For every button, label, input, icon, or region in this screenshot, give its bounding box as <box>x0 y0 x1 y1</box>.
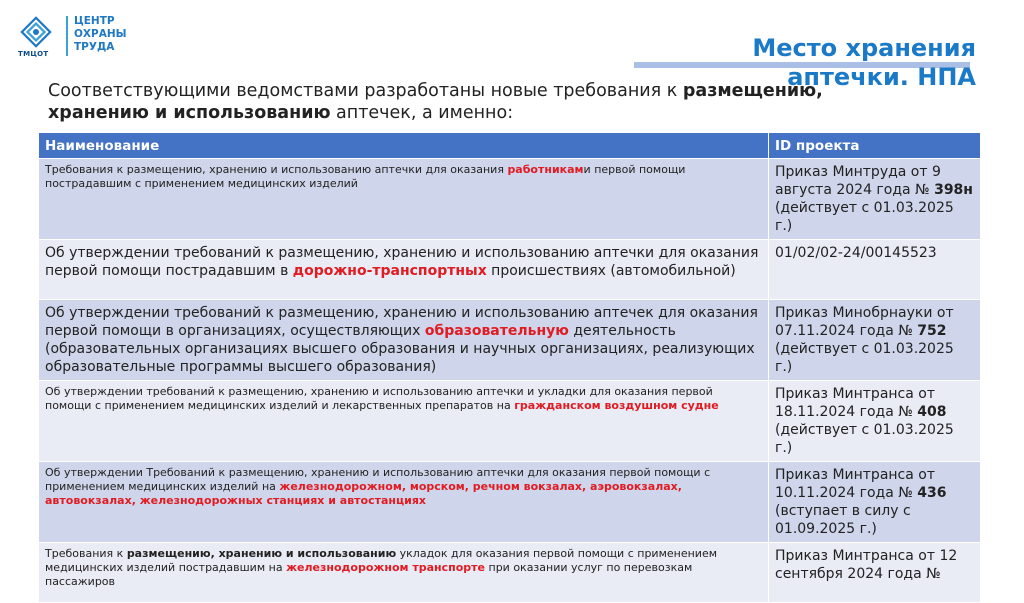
intro-text-bold: размещению, хранению и использованию <box>48 81 823 123</box>
table-row <box>39 462 981 543</box>
row-5-id: Приказ Минтранса от 10.11.2024 года № 436 (вступает в силу с 01.09.2025 г.) <box>769 462 981 543</box>
table-row <box>39 240 981 300</box>
table-row <box>39 543 981 603</box>
intro-paragraph <box>48 80 928 124</box>
page-title-line-1: Место хранения <box>752 34 976 62</box>
table-row <box>39 381 981 462</box>
row-2-id: 01/02/02-24/00145523 <box>769 240 981 300</box>
row-6-id: Приказ Минтранса от 12 сентября 2024 года № <box>769 543 981 603</box>
table-row <box>39 300 981 381</box>
logo-abbreviation: ТМЦОТ <box>18 50 49 58</box>
row-4-id: Приказ Минтранса от 18.11.2024 года № 408 (действует с 01.03.2025 г.) <box>769 381 981 462</box>
row-6-name: Требования к размещению, хранению и использованию укладок для оказания первой помощи с применением медицинских изделий пострадавшим на железнодорожном транспорте при оказании услуг по перевозкам пассажиров <box>39 543 769 603</box>
row-1-id: Приказ Минтруда от 9 августа 2024 года № 398н (действует с 01.03.2025 г.) <box>769 159 981 240</box>
logo-divider <box>66 16 68 56</box>
logo-line-2: ОХРАНЫ <box>74 28 127 40</box>
row-1-name: Требования к размещению, хранению и использованию аптечки для оказания работниками первой помощи пострадавшим с применением медицинских изделий <box>39 159 769 240</box>
logo-emblem-icon <box>18 14 54 50</box>
page-title-line-2: аптечки. НПА <box>787 63 976 91</box>
header-id: ID проекта <box>769 133 981 159</box>
logo-line-1: ЦЕНТР <box>74 15 115 27</box>
logo-text <box>74 15 127 54</box>
row-3-name: Об утверждении требований к размещению, хранению и использованию аптечек для оказания первой помощи в организациях, осуществляющих образовательную деятельность (образовательных организациях высшего образования и научных организациях, реализующих образовательные программы высшего образования) <box>39 300 769 381</box>
logo <box>14 12 127 58</box>
row-5-name: Об утверждении Требований к размещению, хранению и использованию аптечки для оказания первой помощи с применением медицинских изделий на железнодорожном, морском, речном вокзалах, аэровокзалах, автовокзалах, железнодорожных станциях и автостанциях <box>39 462 769 543</box>
header-name: Наименование <box>39 133 769 159</box>
logo-line-3: ТРУДА <box>74 41 115 53</box>
row-3-id: Приказ Минобрнауки от 07.11.2024 года № 752 (действует с 01.03.2025 г.) <box>769 300 981 381</box>
intro-text-1: Соответствующими ведомствами разработаны новые требования к <box>48 81 683 101</box>
intro-text-2: аптечек, а именно: <box>330 103 514 123</box>
row-2-name: Об утверждении требований к размещению, хранению и использованию аптечки для оказания первой помощи пострадавшим в дорожно-транспортных происшествиях (автомобильной) <box>39 240 769 300</box>
row-4-name: Об утверждении требований к размещению, хранению и использованию аптечки и укладки для оказания первой помощи с применением медицинских изделий и лекарственных препаратов на гражданском воздушном судне <box>39 381 769 462</box>
table-row <box>39 159 981 240</box>
regulations-table <box>38 132 981 603</box>
table-header-row <box>39 133 981 159</box>
